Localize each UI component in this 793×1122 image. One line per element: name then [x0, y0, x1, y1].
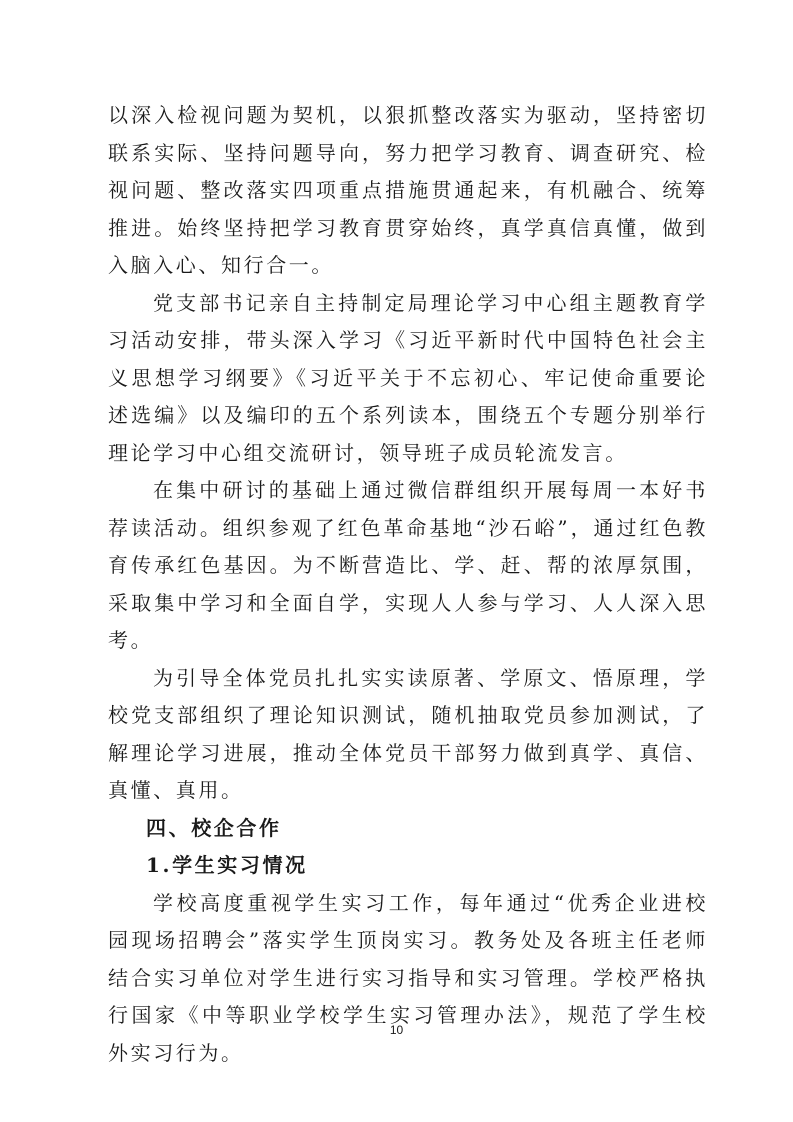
paragraph-book-recommendation: 在集中研讨的基础上通过微信群组织开展每周一本好书荐读活动。组织参观了红色革命基地“沙石峪”，通过红色教育传承红色基因。为不断营造比、学、赶、帮的浓厚氛围，采取集中学习和全面自学，实现人人参与学习、人人深入思考。 [108, 478, 708, 652]
paragraph-internship: 学校高度重视学生实习工作，每年通过“优秀企业进校园现场招聘会”落实学生顶岗实习。教务处及各班主任老师结合实习单位对学生进行实习指导和实习管理。学校严格执行国家《中等职业学校学生实习管理办法》，规范了学生校外实习行为。 [108, 890, 708, 1065]
section-heading-school-enterprise: 四、校企合作 [146, 815, 282, 840]
document-body [108, 97, 708, 1072]
paragraph-continuation: 以深入检视问题为契机，以狠抓整改落实为驱动，坚持密切联系实际、坚持问题导向，努力把学习教育、调查研究、检视问题、整改落实四项重点措施贯通起来，有机融合、统筹推进。始终坚持把学习教育贯穿始终，真学真信真懂，做到入脑入心、知行合一。 [108, 103, 708, 277]
subsection-heading-internship: 1.学生实习情况 [146, 853, 308, 877]
paragraph-theory-test: 为引导全体党员扎扎实实读原著、学原文、悟原理，学校党支部组织了理论知识测试，随机抽取党员参加测试，了解理论学习进展，推动全体党员干部努力做到真学、真信、真懂、真用。 [108, 665, 708, 802]
paragraph-party-secretary-study: 党支部书记亲自主持制定局理论学习中心组主题教育学习活动安排，带头深入学习《习近平新时代中国特色社会主义思想学习纲要》《习近平关于不忘初心、牢记使命重要论述选编》以及编印的五个系列读本，围绕五个专题分别举行理论学习中心组交流研讨，领导班子成员轮流发言。 [108, 290, 708, 465]
page-number: 10 [389, 1023, 404, 1037]
